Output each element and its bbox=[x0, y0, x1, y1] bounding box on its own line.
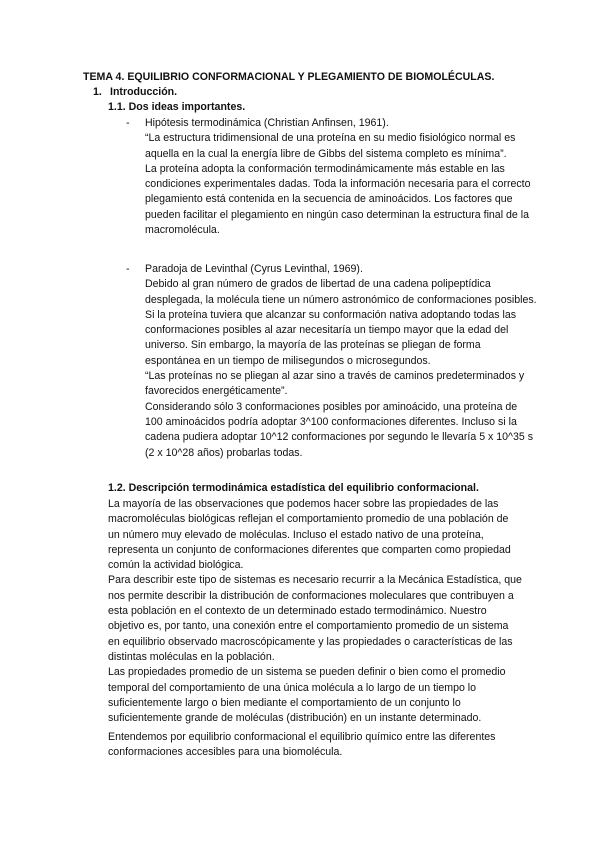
closing-paragraph-block bbox=[108, 730, 522, 761]
body-paragraph: Para describir este tipo de sistemas es necesario recurrir a la Mecánica Estadística, que nos permite describir la distribución de conformaciones moleculares que contribuyen a esta población en el contexto de un determinado estado termodinámico. Nuestro objetivo es, por tanto, una conexión entre el comportamiento promedio de un sistema en equilibrio observado macroscópicamente y las propiedades o características de las distintas moléculas en la población. bbox=[108, 574, 522, 663]
bullet-item-levinthal bbox=[126, 262, 537, 461]
bullet-item-anfinsen bbox=[126, 116, 531, 238]
bullet-dash: - bbox=[126, 263, 130, 275]
subsection-heading-descripcion: 1.2. Descripción termodinámica estadística del equilibrio conformacional. bbox=[108, 482, 479, 494]
document-title: TEMA 4. EQUILIBRIO CONFORMACIONAL Y PLEGAMIENTO DE BIOMOLÉCULAS. bbox=[83, 71, 495, 83]
body-paragraph: Entendemos por equilibrio conformacional el equilibrio químico entre las diferentes conformaciones accesibles para una biomolécula. bbox=[108, 731, 496, 759]
section-heading-introduction bbox=[93, 85, 177, 100]
section-number: 1. bbox=[93, 86, 102, 98]
bullet-heading: Hipótesis termodinámica (Christian Anfinsen, 1961). bbox=[145, 117, 389, 129]
bullet-paragraph: Debido al gran número de grados de libertad de una cadena polipeptídica desplegada, la molécula tiene un número astronómico de conformaciones posibles. bbox=[145, 278, 537, 306]
bullet-paragraph: Si la proteína tuviera que alcanzar su conformación nativa adoptando todas las conformaciones posibles al azar necesitaría un tiempo mayor que la edad del universo. Sin embargo, la mayoría de las proteínas se pliegan de forma espontánea en un tiempo de milisegundos o microsegundos. bbox=[145, 308, 517, 367]
subsection-heading-dos-ideas: 1.1. Dos ideas importantes. bbox=[108, 101, 246, 113]
bullet-body bbox=[145, 262, 537, 461]
subsection-body bbox=[108, 497, 522, 726]
bullet-paragraph: La proteína adopta la conformación termodinámicamente más estable en las condiciones experimentales dadas. Toda la información necesaria para el correcto plegamiento está contenida en la secuencia de aminoácidos. Los factores que pueden facilitar el plegamiento en ningún caso determinan la estructura final de la macromolécula. bbox=[145, 162, 531, 237]
bullet-heading: Paradoja de Levinthal (Cyrus Levinthal, 1969). bbox=[145, 263, 363, 275]
section-label: Introducción. bbox=[110, 86, 178, 98]
bullet-quote: “La estructura tridimensional de una proteína en su medio fisiológico normal es aquella en la cual la energía libre de Gibbs del sistema completo es mínima”. bbox=[145, 132, 516, 160]
body-paragraph: Las propiedades promedio de un sistema se pueden definir o bien como el promedio temporal del comportamiento de una única molécula a lo largo de un tiempo lo suficientemente largo o bien mediante el comportamiento de un conjunto lo suficientemente grande de moléculas (distribución) en un instante determinado. bbox=[108, 666, 506, 725]
body-paragraph: La mayoría de las observaciones que podemos hacer sobre las propiedades de las macromoléculas biológicas reflejan el comportamiento promedio de una población de un número muy elevado de moléculas. Incluso el estado nativo de una proteína, representa un conjunto de conformaciones diferentes que comparten como propiedad común la actividad biológica. bbox=[108, 498, 511, 572]
bullet-dash: - bbox=[126, 117, 130, 129]
bullet-paragraph: Considerando sólo 3 conformaciones posibles por aminoácido, una proteína de 100 aminoácidos podría adoptar 3^100 conformaciones diferentes. Incluso si la cadena pudiera adoptar 10^12 conformaciones por segundo le llevaría 5 x 10^35 s (2 x 10^28 años) probarlas todas. bbox=[145, 400, 534, 459]
bullet-quote: “Las proteínas no se pliegan al azar sino a través de caminos predeterminados y favorecidos energéticamente”. bbox=[145, 370, 525, 398]
bullet-body bbox=[145, 116, 537, 238]
